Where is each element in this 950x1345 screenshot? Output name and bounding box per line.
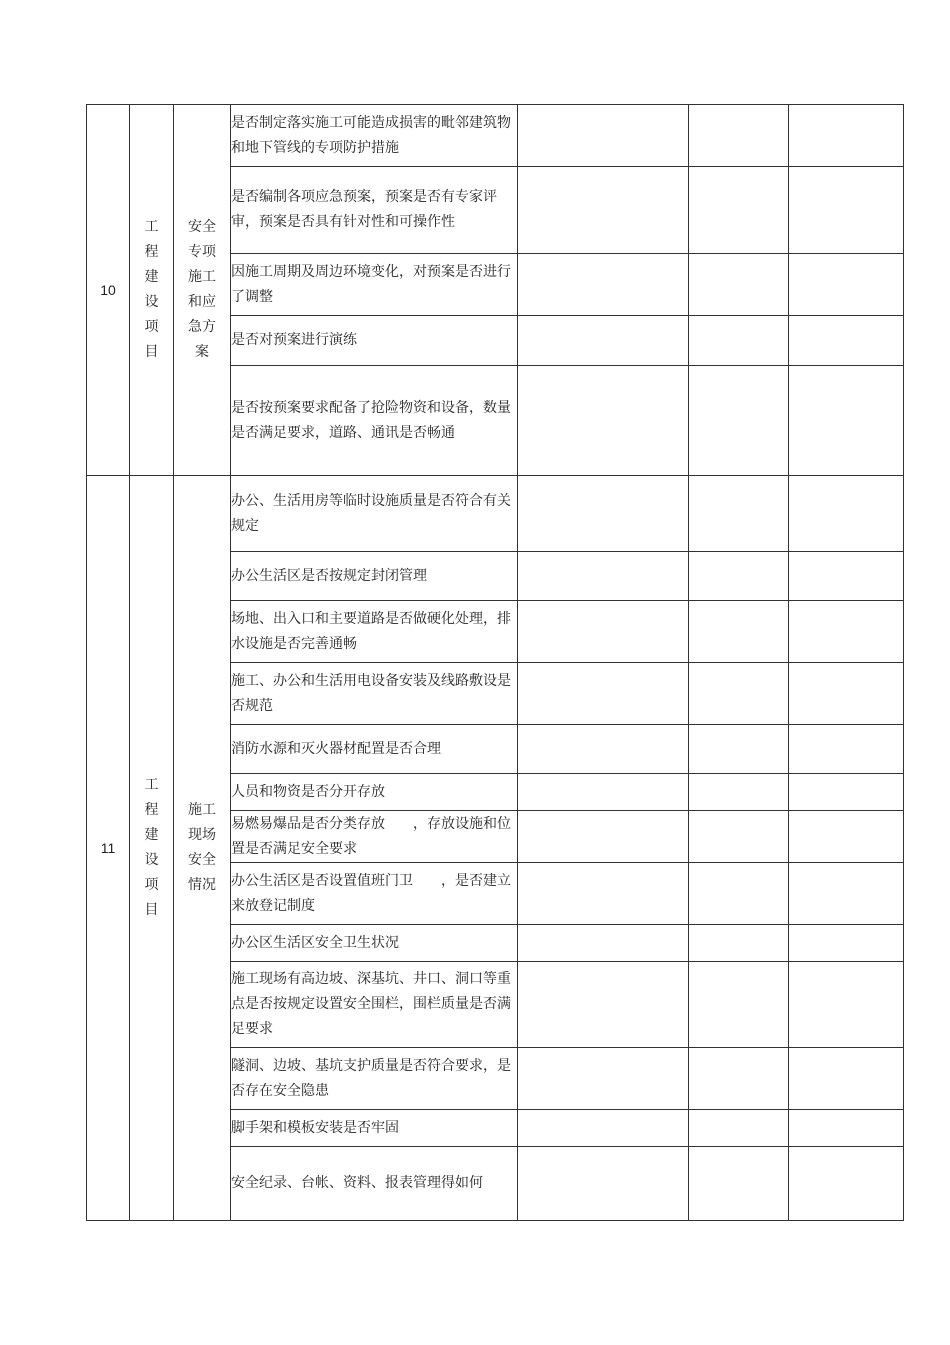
result-cell [518, 601, 689, 663]
remark-cell [789, 601, 904, 663]
remark-cell [789, 366, 904, 476]
result-cell [518, 863, 689, 925]
result-cell [518, 811, 689, 863]
score-cell [689, 601, 789, 663]
score-cell [689, 476, 789, 552]
result-cell [518, 1048, 689, 1110]
section-category: 安全专项施工和应急方案 [174, 105, 231, 476]
score-cell [689, 863, 789, 925]
check-item: 消防水源和灭火器材配置是否合理 [231, 725, 518, 774]
remark-cell [789, 552, 904, 601]
remark-cell [789, 725, 904, 774]
check-item: 是否按预案要求配备了抢险物资和设备，数量是否满足要求，道路、通讯是否畅通 [231, 366, 518, 476]
remark-cell [789, 1110, 904, 1147]
remark-cell [789, 863, 904, 925]
result-cell [518, 167, 689, 254]
section-category: 施工现场安全情况 [174, 476, 231, 1221]
score-cell [689, 552, 789, 601]
result-cell [518, 774, 689, 811]
check-item: 办公、生活用房等临时设施质量是否符合有关规定 [231, 476, 518, 552]
score-cell [689, 1147, 789, 1221]
result-cell [518, 316, 689, 366]
result-cell [518, 962, 689, 1048]
remark-cell [789, 316, 904, 366]
check-item: 是否制定落实施工可能造成损害的毗邻建筑物和地下管线的专项防护措施 [231, 105, 518, 167]
score-cell [689, 725, 789, 774]
check-item: 易燃易爆品是否分类存放 ，存放设施和位置是否满足安全要求 [231, 811, 518, 863]
check-item: 是否对预案进行演练 [231, 316, 518, 366]
score-cell [689, 811, 789, 863]
result-cell [518, 1147, 689, 1221]
remark-cell [789, 167, 904, 254]
check-item: 人员和物资是否分开存放 [231, 774, 518, 811]
table-row [87, 105, 904, 167]
remark-cell [789, 962, 904, 1048]
result-cell [518, 476, 689, 552]
check-item: 办公生活区是否按规定封闭管理 [231, 552, 518, 601]
score-cell [689, 962, 789, 1048]
check-item: 办公区生活区安全卫生状况 [231, 925, 518, 962]
result-cell [518, 552, 689, 601]
score-cell [689, 167, 789, 254]
result-cell [518, 925, 689, 962]
score-cell [689, 254, 789, 316]
remark-cell [789, 925, 904, 962]
score-cell [689, 925, 789, 962]
check-item: 脚手架和模板安装是否牢固 [231, 1110, 518, 1147]
result-cell [518, 366, 689, 476]
remark-cell [789, 811, 904, 863]
check-item: 施工、办公和生活用电设备安装及线路敷设是否规范 [231, 663, 518, 725]
remark-cell [789, 1147, 904, 1221]
score-cell [689, 366, 789, 476]
section-scope: 工程建设项目 [130, 476, 174, 1221]
section-scope: 工程建设项目 [130, 105, 174, 476]
remark-cell [789, 774, 904, 811]
section-number: 10 [87, 105, 130, 476]
check-item: 是否编制各项应急预案，预案是否有专家评审，预案是否具有针对性和可操作性 [231, 167, 518, 254]
score-cell [689, 1048, 789, 1110]
inspection-checklist-table [86, 104, 904, 1221]
check-item: 施工现场有高边坡、深基坑、井口、洞口等重点是否按规定设置安全围栏，围栏质量是否满足要求 [231, 962, 518, 1048]
result-cell [518, 105, 689, 167]
check-item: 安全纪录、台帐、资料、报表管理得如何 [231, 1147, 518, 1221]
score-cell [689, 1110, 789, 1147]
remark-cell [789, 663, 904, 725]
result-cell [518, 663, 689, 725]
score-cell [689, 663, 789, 725]
check-item: 办公生活区是否设置值班门卫 ，是否建立来放登记制度 [231, 863, 518, 925]
score-cell [689, 316, 789, 366]
check-item: 隧洞、边坡、基坑支护质量是否符合要求，是否存在安全隐患 [231, 1048, 518, 1110]
score-cell [689, 774, 789, 811]
result-cell [518, 725, 689, 774]
result-cell [518, 254, 689, 316]
remark-cell [789, 254, 904, 316]
result-cell [518, 1110, 689, 1147]
check-item: 场地、出入口和主要道路是否做硬化处理，排水设施是否完善通畅 [231, 601, 518, 663]
section-number: 11 [87, 476, 130, 1221]
check-item: 因施工周期及周边环境变化，对预案是否进行了调整 [231, 254, 518, 316]
remark-cell [789, 1048, 904, 1110]
remark-cell [789, 476, 904, 552]
score-cell [689, 105, 789, 167]
table-row [87, 476, 904, 552]
remark-cell [789, 105, 904, 167]
